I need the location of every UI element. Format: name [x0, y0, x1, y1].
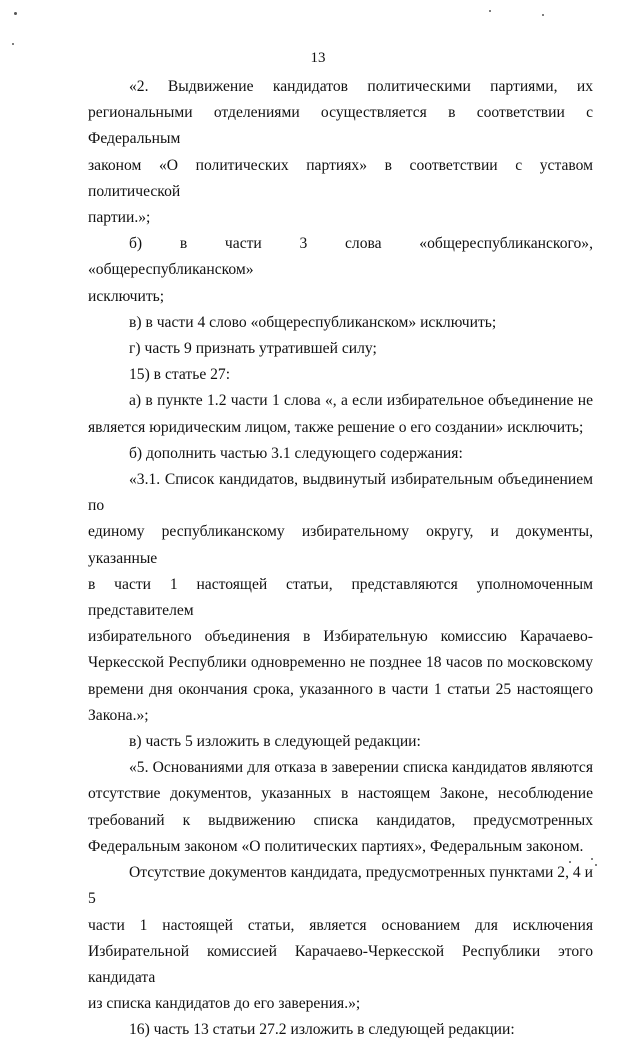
- text-line: Избирательной комиссией Карачаево-Черкесской Республики этого кандидата: [88, 942, 593, 986]
- text-line: в части 1 настоящей статьи, представляются уполномоченным представителем: [88, 575, 593, 620]
- text-line: «2. Выдвижение кандидатов политическими партиями, их: [129, 78, 593, 95]
- scan-speck: [489, 10, 491, 12]
- text-line: б) в части 3 слова «общереспубликанского», «общереспубликанском»: [88, 235, 593, 279]
- text-line: из списка кандидатов до его заверения.»;: [88, 995, 361, 1013]
- text-line: Федеральным законом «О политических партиях», Федеральным законом.: [88, 837, 584, 855]
- text-line: времени дня окончания срока, указанного в части 1 статьи 25 настоящего: [88, 680, 593, 698]
- scan-speck: [569, 861, 571, 863]
- text-line: является юридическим лицом, также решение о его создании» исключить;: [88, 418, 584, 436]
- text-line: в) часть 5 изложить в следующей редакции:: [129, 733, 421, 751]
- text-line: Черкесской Республики одновременно не позднее 18 часов по московскому: [88, 654, 593, 672]
- text-line: отсутствие документов, указанных в настоящем Законе, несоблюдение: [88, 785, 593, 803]
- text-line: в) в части 4 слово «общереспубликанском» исключить;: [129, 313, 497, 331]
- text-line: единому республиканскому избирательному округу, и документы, указанные: [88, 523, 593, 567]
- text-line: «3.1. Список кандидатов, выдвинутый избирательным объединением по: [88, 471, 593, 515]
- text-line: требований к выдвижению списка кандидатов, предусмотренных: [88, 811, 593, 829]
- text-line: «5. Основаниями для отказа в заверении списка кандидатов являются: [129, 759, 593, 777]
- document-body: [88, 74, 593, 1044]
- text-line: Закона.»;: [88, 706, 149, 724]
- text-line: 15) в статье 27:: [129, 366, 231, 384]
- text-line: а) в пункте 1.2 части 1 слова «, а если избирательное объединение не: [129, 392, 593, 410]
- scan-speck: [591, 858, 593, 860]
- text-line: партии.»;: [88, 209, 151, 227]
- text-line: части 1 настоящей статьи, является основанием для исключения: [88, 916, 593, 934]
- text-line: 16) часть 13 статьи 27.2 изложить в следующей редакции:: [129, 1021, 515, 1039]
- page-number: 13: [310, 50, 326, 66]
- text-line: исключить;: [88, 287, 165, 305]
- scan-speck: [14, 12, 17, 15]
- text-line: законом «О политических партиях» в соответствии с уставом политической: [88, 156, 593, 200]
- scan-speck: [595, 864, 597, 866]
- text-line: Отсутствие документов кандидата, предусмотренных пунктами 2, 4 и 5: [88, 864, 593, 908]
- text-line: избирательного объединения в Избирательную комиссию Карачаево-: [88, 628, 593, 646]
- text-line: региональными отделениями осуществляется в соответствии с Федеральным: [88, 104, 593, 148]
- text-line: б) дополнить частью 3.1 следующего содержания:: [129, 444, 463, 462]
- scan-speck: [542, 14, 544, 16]
- text-line: г) часть 9 признать утратившей силу;: [129, 340, 377, 358]
- scan-speck: [12, 43, 14, 45]
